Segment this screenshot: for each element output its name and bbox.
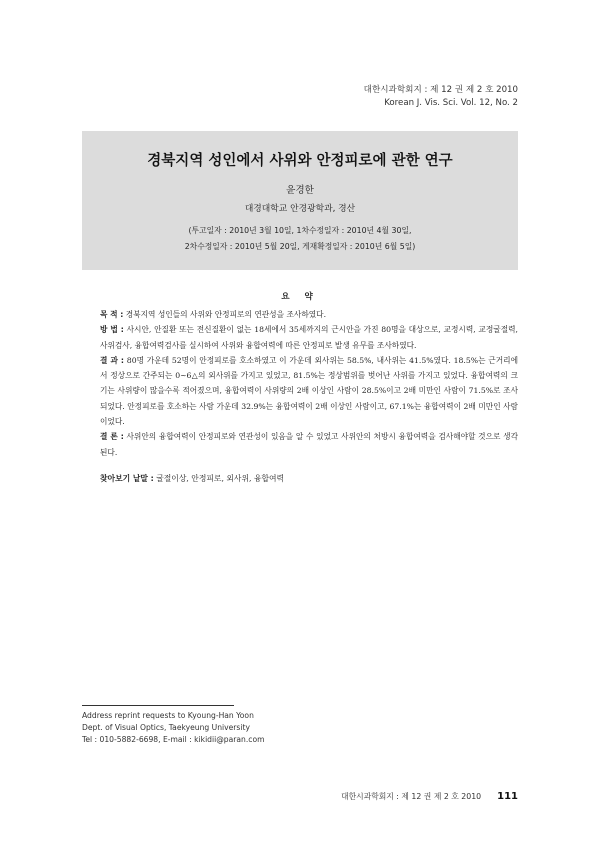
- title-block: [82, 131, 518, 270]
- results-label: 결 과 :: [100, 355, 124, 365]
- running-head: [364, 84, 518, 110]
- footnote-divider: [82, 705, 234, 706]
- footer-journal: 대한시과학회지 : 제 12 권 제 2 호 2010: [341, 792, 482, 801]
- results-text: 80명 가운데 52명이 안정피로를 호소하였고 이 가운데 외사위는 58.5%, 내사위는 41.5%였다. 18.5%는 근거리에서 정상으로 간주되는 0~6△의 외사위를 가지고 있었고, 81.5%는 정상범위를 벗어난 사위를 가지고 있었다. 융합여력의 크기는 사위량이 많을수록 적어졌으며, 융합여력이 사위량의 2배 이상인 사람이 28.5%이고 2배 미만인 사람이 71.5%로 조사되었다. 안정피로를 호소하는 사람 가운데 32.9%는 융합여력이 2배 이상인 사람이고, 67.1%는 융합여력이 2배 미만인 사람이었다.: [100, 355, 519, 427]
- dates-line-2: 2차수정일자 : 2010년 5월 20일, 게재확정일자 : 2010년 6월 5일): [184, 242, 416, 251]
- submission-dates: [82, 223, 518, 255]
- keywords: [100, 473, 284, 484]
- purpose-label: 목 적 :: [100, 310, 124, 319]
- methods-label: 방 법 :: [100, 325, 124, 335]
- paper-title: 경북지역 성인에서 사위와 안정피로에 관한 연구: [147, 153, 453, 169]
- abstract-conclusion: [100, 429, 518, 460]
- footnote-line-2: Dept. of Visual Optics, Taekyeung University: [82, 723, 250, 732]
- page-footer: [341, 791, 518, 802]
- abstract-methods: [100, 322, 518, 353]
- correspondence-footnote: [82, 710, 265, 746]
- abstract-heading: 요 약: [281, 292, 319, 302]
- dates-line-1: (투고일자 : 2010년 3월 10일, 1차수정일자 : 2010년 4월 30일,: [188, 226, 412, 235]
- purpose-text: 경북지역 성인들의 사위와 안정피로의 연관성을 조사하였다.: [123, 310, 327, 319]
- author-name: 윤경한: [286, 185, 314, 196]
- abstract-results: [100, 353, 518, 429]
- abstract-body: [100, 307, 518, 460]
- page-number: 111: [497, 791, 518, 802]
- footnote-line-3: Tel : 010-5882-6698, E-mail : kikidii@paran.com: [82, 735, 265, 744]
- methods-text: 사시안, 안질환 또는 전신질환이 없는 18세에서 35세까지의 근시안을 가진 80명을 대상으로, 교정시력, 교정굴절력, 사위검사, 융합여력검사를 실시하여 사위와 융합여력에 따른 안정피로 발생 유무를 조사하였다.: [100, 325, 519, 350]
- keywords-text: 굴절이상, 안정피로, 외사위, 융합여력: [153, 474, 285, 483]
- footnote-line-1: Address reprint requests to Kyoung-Han Yoon: [82, 711, 254, 720]
- journal-name-korean: 대한시과학회지 : 제 12 권 제 2 호 2010: [363, 85, 518, 95]
- keywords-label: 찾아보기 낱말 :: [100, 474, 154, 483]
- conclusion-label: 결 론 :: [100, 432, 124, 442]
- conclusion-text: 사위안의 융합여력이 안정피로와 연관성이 있음을 알 수 있었고 사위안의 처방시 융합여력을 검사해야할 것으로 생각된다.: [100, 432, 519, 457]
- author-affiliation: 대경대학교 안경광학과, 경산: [244, 204, 356, 214]
- journal-name-english: Korean J. Vis. Sci. Vol. 12, No. 2: [384, 98, 518, 108]
- abstract-purpose: [100, 307, 518, 322]
